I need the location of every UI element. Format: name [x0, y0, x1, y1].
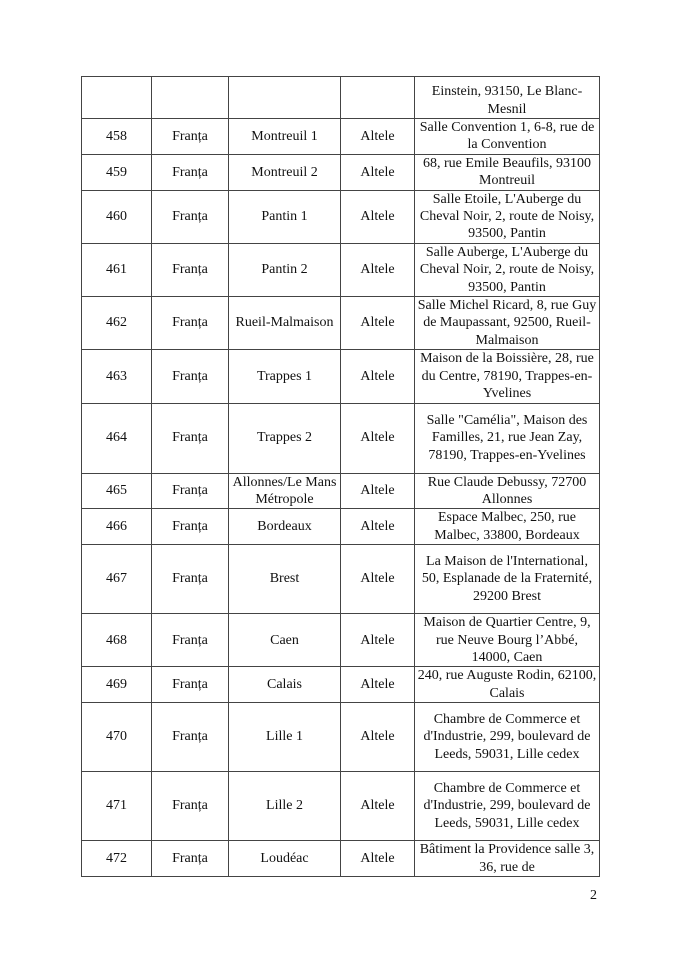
- cell-nr: 469: [82, 667, 152, 703]
- cell-type: Altele: [341, 119, 415, 155]
- cell-type: Altele: [341, 667, 415, 703]
- cell-city: Pantin 2: [229, 243, 341, 296]
- cell-nr: 472: [82, 841, 152, 877]
- cell-address: Salle Michel Ricard, 8, rue Guy de Maupassant, 92500, Rueil-Malmaison: [415, 297, 600, 350]
- cell-nr: 467: [82, 545, 152, 614]
- cell-country: Franța: [152, 614, 229, 667]
- table-row: [82, 509, 600, 545]
- cell-address: Maison de la Boissière, 28, rue du Centre, 78190, Trappes-en-Yvelines: [415, 350, 600, 403]
- cell-address: Rue Claude Debussy, 72700 Allonnes: [415, 473, 600, 509]
- table-row: [82, 403, 600, 473]
- table-row: [82, 545, 600, 614]
- table-row: [82, 841, 600, 877]
- cell-nr: 458: [82, 119, 152, 155]
- cell-address: Bâtiment la Providence salle 3, 36, rue de: [415, 841, 600, 877]
- cell-type: Altele: [341, 243, 415, 296]
- cell-type: Altele: [341, 703, 415, 772]
- cell-city: Lille 1: [229, 703, 341, 772]
- cell-nr: 465: [82, 473, 152, 509]
- cell-type: Altele: [341, 841, 415, 877]
- cell-address: La Maison de l'International, 50, Esplanade de la Fraternité, 29200 Brest: [415, 545, 600, 614]
- cell-country: Franța: [152, 772, 229, 841]
- table-row: [82, 243, 600, 296]
- cell-city: Montreuil 2: [229, 154, 341, 190]
- cell-nr: 459: [82, 154, 152, 190]
- cell-city: [229, 77, 341, 119]
- cell-address: Salle "Camélia", Maison des Familles, 21, rue Jean Zay, 78190, Trappes-en-Yvelines: [415, 403, 600, 473]
- table-row: [82, 614, 600, 667]
- cell-address: Espace Malbec, 250, rue Malbec, 33800, Bordeaux: [415, 509, 600, 545]
- cell-city: Bordeaux: [229, 509, 341, 545]
- page-number: 2: [590, 888, 597, 903]
- table-row: [82, 350, 600, 403]
- cell-type: Altele: [341, 473, 415, 509]
- table-row: [82, 119, 600, 155]
- polling-stations-table: [81, 76, 600, 877]
- cell-type: Altele: [341, 190, 415, 243]
- cell-country: Franța: [152, 190, 229, 243]
- cell-city: Loudéac: [229, 841, 341, 877]
- cell-country: Franța: [152, 119, 229, 155]
- cell-country: Franța: [152, 403, 229, 473]
- cell-country: Franța: [152, 703, 229, 772]
- cell-city: Calais: [229, 667, 341, 703]
- cell-nr: 462: [82, 297, 152, 350]
- cell-city: Pantin 1: [229, 190, 341, 243]
- cell-country: Franța: [152, 297, 229, 350]
- table-row: [82, 297, 600, 350]
- cell-city: Montreuil 1: [229, 119, 341, 155]
- cell-address: Chambre de Commerce et d'Industrie, 299, boulevard de Leeds, 59031, Lille cedex: [415, 703, 600, 772]
- cell-country: Franța: [152, 243, 229, 296]
- cell-type: Altele: [341, 154, 415, 190]
- cell-nr: 468: [82, 614, 152, 667]
- table-row: [82, 77, 600, 119]
- cell-nr: 466: [82, 509, 152, 545]
- cell-nr: 464: [82, 403, 152, 473]
- cell-type: Altele: [341, 772, 415, 841]
- cell-type: Altele: [341, 350, 415, 403]
- cell-city: Rueil-Malmaison: [229, 297, 341, 350]
- cell-country: Franța: [152, 154, 229, 190]
- cell-type: Altele: [341, 509, 415, 545]
- cell-address: Einstein, 93150, Le Blanc-Mesnil: [415, 77, 600, 119]
- cell-type: [341, 77, 415, 119]
- cell-nr: 461: [82, 243, 152, 296]
- cell-country: Franța: [152, 473, 229, 509]
- cell-country: [152, 77, 229, 119]
- cell-type: Altele: [341, 403, 415, 473]
- cell-city: Trappes 1: [229, 350, 341, 403]
- cell-address: Salle Etoile, L'Auberge du Cheval Noir, 2, route de Noisy, 93500, Pantin: [415, 190, 600, 243]
- cell-city: Lille 2: [229, 772, 341, 841]
- cell-nr: [82, 77, 152, 119]
- cell-city: Trappes 2: [229, 403, 341, 473]
- cell-address: Salle Convention 1, 6-8, rue de la Convention: [415, 119, 600, 155]
- cell-country: Franța: [152, 841, 229, 877]
- cell-city: Allonnes/Le Mans Métropole: [229, 473, 341, 509]
- cell-type: Altele: [341, 545, 415, 614]
- cell-address: 68, rue Emile Beaufils, 93100 Montreuil: [415, 154, 600, 190]
- table-row: [82, 473, 600, 509]
- cell-country: Franța: [152, 350, 229, 403]
- cell-nr: 463: [82, 350, 152, 403]
- cell-nr: 471: [82, 772, 152, 841]
- cell-address: 240, rue Auguste Rodin, 62100, Calais: [415, 667, 600, 703]
- cell-city: Caen: [229, 614, 341, 667]
- cell-address: Chambre de Commerce et d'Industrie, 299, boulevard de Leeds, 59031, Lille cedex: [415, 772, 600, 841]
- cell-country: Franța: [152, 545, 229, 614]
- cell-city: Brest: [229, 545, 341, 614]
- table-row: [82, 772, 600, 841]
- table-row: [82, 703, 600, 772]
- table-row: [82, 667, 600, 703]
- cell-nr: 460: [82, 190, 152, 243]
- table-row: [82, 154, 600, 190]
- cell-nr: 470: [82, 703, 152, 772]
- cell-country: Franța: [152, 509, 229, 545]
- cell-country: Franța: [152, 667, 229, 703]
- table-row: [82, 190, 600, 243]
- cell-type: Altele: [341, 614, 415, 667]
- cell-address: Maison de Quartier Centre, 9, rue Neuve Bourg l’Abbé, 14000, Caen: [415, 614, 600, 667]
- cell-type: Altele: [341, 297, 415, 350]
- cell-address: Salle Auberge, L'Auberge du Cheval Noir, 2, route de Noisy, 93500, Pantin: [415, 243, 600, 296]
